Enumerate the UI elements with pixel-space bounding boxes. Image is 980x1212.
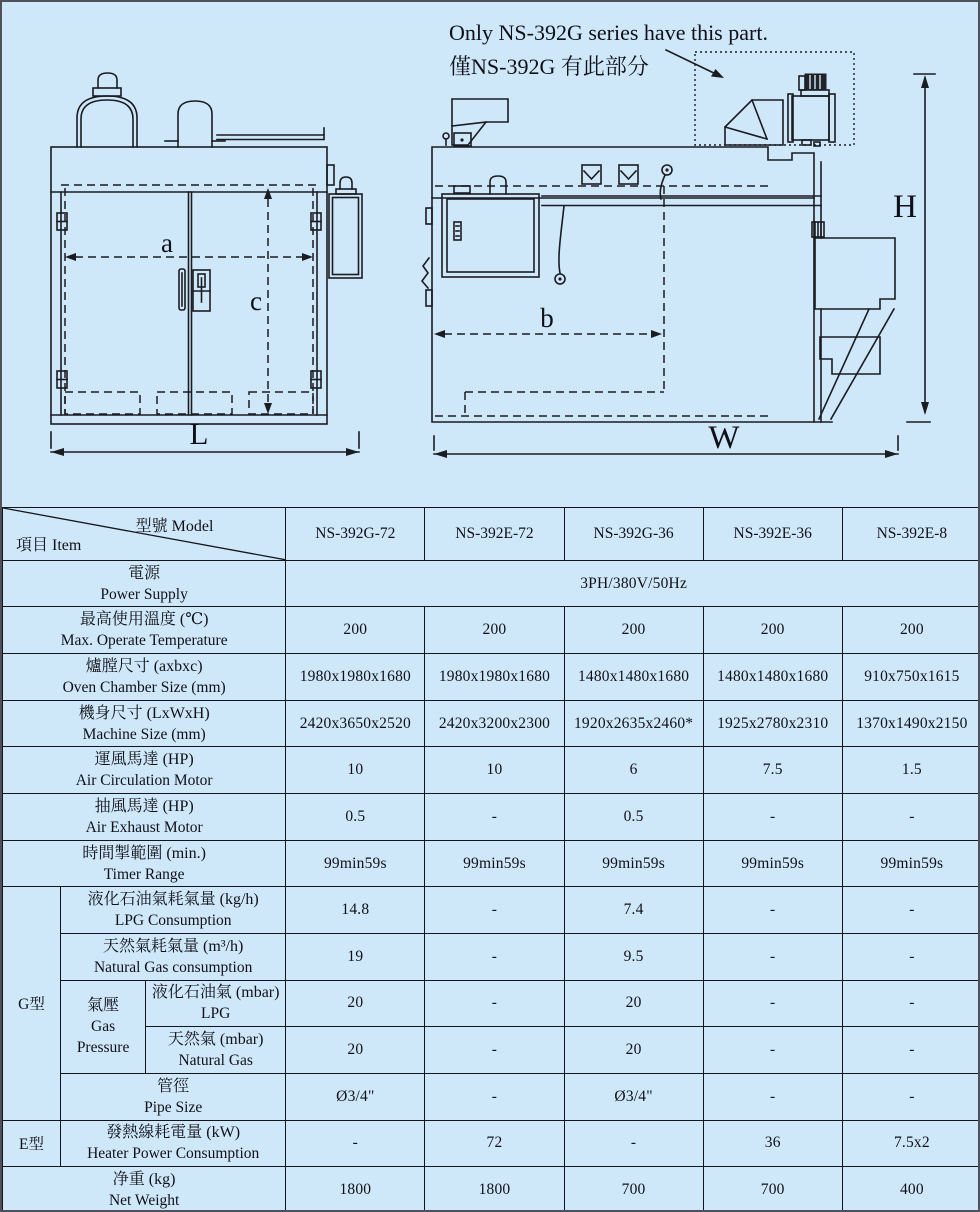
cell-value: - xyxy=(425,887,564,934)
cell-value: 6 xyxy=(564,747,703,794)
row-air-exhaust xyxy=(3,794,980,841)
oven-doors xyxy=(189,192,192,415)
cell-value: 1920x2635x2460* xyxy=(564,700,703,747)
model-name: NS-392E-72 xyxy=(425,508,564,561)
cell-value: - xyxy=(425,1027,564,1074)
note-line-zh: 僅NS-392G 有此部分 xyxy=(449,54,649,79)
cell-value: 910x750x1615 xyxy=(842,654,980,701)
cell-value: - xyxy=(425,980,564,1027)
cell-value: 99min59s xyxy=(425,840,564,887)
cell-value: - xyxy=(842,1073,980,1120)
vent-dome xyxy=(454,176,506,194)
row-ng-consumption xyxy=(3,933,980,980)
cell-value: 200 xyxy=(286,607,425,654)
cell-value: 1480x1480x1680 xyxy=(564,654,703,701)
table-header-row xyxy=(3,508,980,561)
dim-a-label: a xyxy=(161,228,173,258)
cell-value: 1980x1980x1680 xyxy=(425,654,564,701)
dim-b-label: b xyxy=(540,303,554,333)
cell-value: 99min59s xyxy=(564,840,703,887)
cell-value: 0.5 xyxy=(564,794,703,841)
side-view-drawing xyxy=(422,50,935,458)
cell-value: 1370x1490x2150 xyxy=(842,700,980,747)
cell-value: - xyxy=(425,794,564,841)
model-name: NS-392G-36 xyxy=(564,508,703,561)
row-ng-pressure xyxy=(3,1027,980,1074)
cell-value: 20 xyxy=(286,980,425,1027)
row-lpg-pressure xyxy=(3,980,980,1027)
row-label: 機身尺寸 (LxWxH) Machine Size (mm) xyxy=(3,700,286,747)
cell-value: - xyxy=(703,887,842,934)
cell-value: 20 xyxy=(564,980,703,1027)
row-label: 運風馬達 (HP) Air Circulation Motor xyxy=(3,747,286,794)
door-handle xyxy=(179,269,210,311)
cell-value: 1800 xyxy=(286,1167,425,1212)
top-eyelet xyxy=(660,165,672,199)
cell-value: 9.5 xyxy=(564,933,703,980)
cell-value: 19 xyxy=(286,933,425,980)
cell-value: - xyxy=(703,933,842,980)
control-panel xyxy=(442,194,539,277)
right-bracket-structure xyxy=(812,222,895,422)
row-pipe-size xyxy=(3,1073,980,1120)
side-control-box xyxy=(327,165,362,278)
cell-value: Ø3/4" xyxy=(286,1073,425,1120)
e-type-label: E型 xyxy=(3,1120,61,1167)
cell-value: 200 xyxy=(564,607,703,654)
cell-value: - xyxy=(842,887,980,934)
row-max-temp xyxy=(3,607,980,654)
row-label: 管徑 Pipe Size xyxy=(61,1073,286,1120)
cell-value: - xyxy=(842,1027,980,1074)
row-label: 天然氣 (mbar) Natural Gas xyxy=(146,1027,286,1074)
cell-value: 1925x2780x2310 xyxy=(703,700,842,747)
row-label: 時間掣範圍 (min.) Timer Range xyxy=(3,840,286,887)
cell-value: - xyxy=(286,1120,425,1167)
cell-value: - xyxy=(703,1073,842,1120)
row-label: 净重 (kg) Net Weight xyxy=(3,1167,286,1212)
cell-value: - xyxy=(842,794,980,841)
cell-value: 7.5 xyxy=(703,747,842,794)
cell-value: 200 xyxy=(425,607,564,654)
cell-value: - xyxy=(564,1120,703,1167)
cell-value: 3PH/380V/50Hz xyxy=(286,560,980,607)
chamber-hidden-lines xyxy=(435,186,770,416)
cell-value: - xyxy=(425,933,564,980)
cell-value: 700 xyxy=(564,1167,703,1212)
dim-c-label: c xyxy=(250,286,262,316)
cell-value: - xyxy=(703,980,842,1027)
cell-value: Ø3/4" xyxy=(564,1073,703,1120)
row-machine-size xyxy=(3,700,980,747)
dimension-W xyxy=(434,420,898,458)
dimension-b xyxy=(434,303,662,338)
probe-wire xyxy=(555,206,565,284)
model-name: NS-392G-72 xyxy=(286,508,425,561)
row-label: 發熱線耗電量 (kW) Heater Power Consumption xyxy=(61,1120,286,1167)
cell-value: - xyxy=(842,980,980,1027)
cell-value: - xyxy=(703,1027,842,1074)
model-name: NS-392E-8 xyxy=(842,508,980,561)
gas-pressure-label: 氣壓 Gas Pressure xyxy=(61,980,146,1073)
g-type-label: G型 xyxy=(3,887,61,1120)
row-label: 爐膛尺寸 (axbxc) Oven Chamber Size (mm) xyxy=(3,654,286,701)
motor-dome xyxy=(165,101,225,147)
cell-value: 14.8 xyxy=(286,887,425,934)
cell-value: 72 xyxy=(425,1120,564,1167)
dimension-L xyxy=(51,416,359,456)
cell-value: 2420x3200x2300 xyxy=(425,700,564,747)
cell-value: 400 xyxy=(842,1167,980,1212)
cell-value: - xyxy=(703,794,842,841)
header-diagonal-cell xyxy=(3,508,286,561)
cell-value: 200 xyxy=(842,607,980,654)
row-timer xyxy=(3,840,980,887)
cell-value: - xyxy=(842,933,980,980)
row-net-weight xyxy=(3,1167,980,1212)
cell-value: 1480x1480x1680 xyxy=(703,654,842,701)
burner-assembly xyxy=(725,74,835,146)
cell-value: 700 xyxy=(703,1167,842,1212)
cell-value: 10 xyxy=(286,747,425,794)
cell-value: 10 xyxy=(425,747,564,794)
dim-H-label: H xyxy=(893,189,917,225)
cell-value: 99min59s xyxy=(286,840,425,887)
cell-value: 99min59s xyxy=(842,840,980,887)
cell-value: 20 xyxy=(286,1027,425,1074)
note-line-en: Only NS-392G series have this part. xyxy=(449,20,768,45)
left-edge-tabs xyxy=(422,208,432,306)
cell-value: 1980x1980x1680 xyxy=(286,654,425,701)
cell-value: 200 xyxy=(703,607,842,654)
row-label: 液化石油氣耗氣量 (kg/h) LPG Consumption xyxy=(61,887,286,934)
dimension-c xyxy=(250,188,272,414)
technical-drawings xyxy=(2,2,980,507)
dim-L-label: L xyxy=(189,416,209,451)
cell-value: 2420x3650x2520 xyxy=(286,700,425,747)
cell-value: 0.5 xyxy=(286,794,425,841)
exhaust-dome xyxy=(77,73,137,147)
cell-value: 36 xyxy=(703,1120,842,1167)
row-power-supply xyxy=(3,560,980,607)
front-view-drawing xyxy=(51,73,362,456)
top-rail xyxy=(217,128,324,140)
row-label: 天然氣耗氣量 (m³/h) Natural Gas consumption xyxy=(61,933,286,980)
row-air-circulation xyxy=(3,747,980,794)
cell-value: 20 xyxy=(564,1027,703,1074)
row-lpg-consumption xyxy=(3,887,980,934)
top-clips xyxy=(582,165,638,184)
model-name: NS-392E-36 xyxy=(703,508,842,561)
row-label: 液化石油氣 (mbar) LPG xyxy=(146,980,286,1027)
cell-value: 7.5x2 xyxy=(842,1120,980,1167)
exhaust-hood xyxy=(443,99,508,146)
row-label: 抽風馬達 (HP) Air Exhaust Motor xyxy=(3,794,286,841)
cell-value: 1.5 xyxy=(842,747,980,794)
row-heater-power xyxy=(3,1120,980,1167)
dimension-H xyxy=(893,74,935,422)
model-header-label: 型號 Model xyxy=(135,518,214,535)
callout-note xyxy=(449,16,768,84)
item-header-label: 項目 Item xyxy=(16,536,82,554)
cell-value: 1800 xyxy=(425,1167,564,1212)
cell-value: 7.4 xyxy=(564,887,703,934)
row-label: 電源 Power Supply xyxy=(3,560,286,607)
cell-value: - xyxy=(425,1073,564,1120)
cell-value: 99min59s xyxy=(703,840,842,887)
dim-W-label: W xyxy=(708,420,740,456)
row-oven-chamber xyxy=(3,654,980,701)
spec-table xyxy=(2,507,980,1212)
row-label: 最高使用溫度 (℃) Max. Operate Temperature xyxy=(3,607,286,654)
